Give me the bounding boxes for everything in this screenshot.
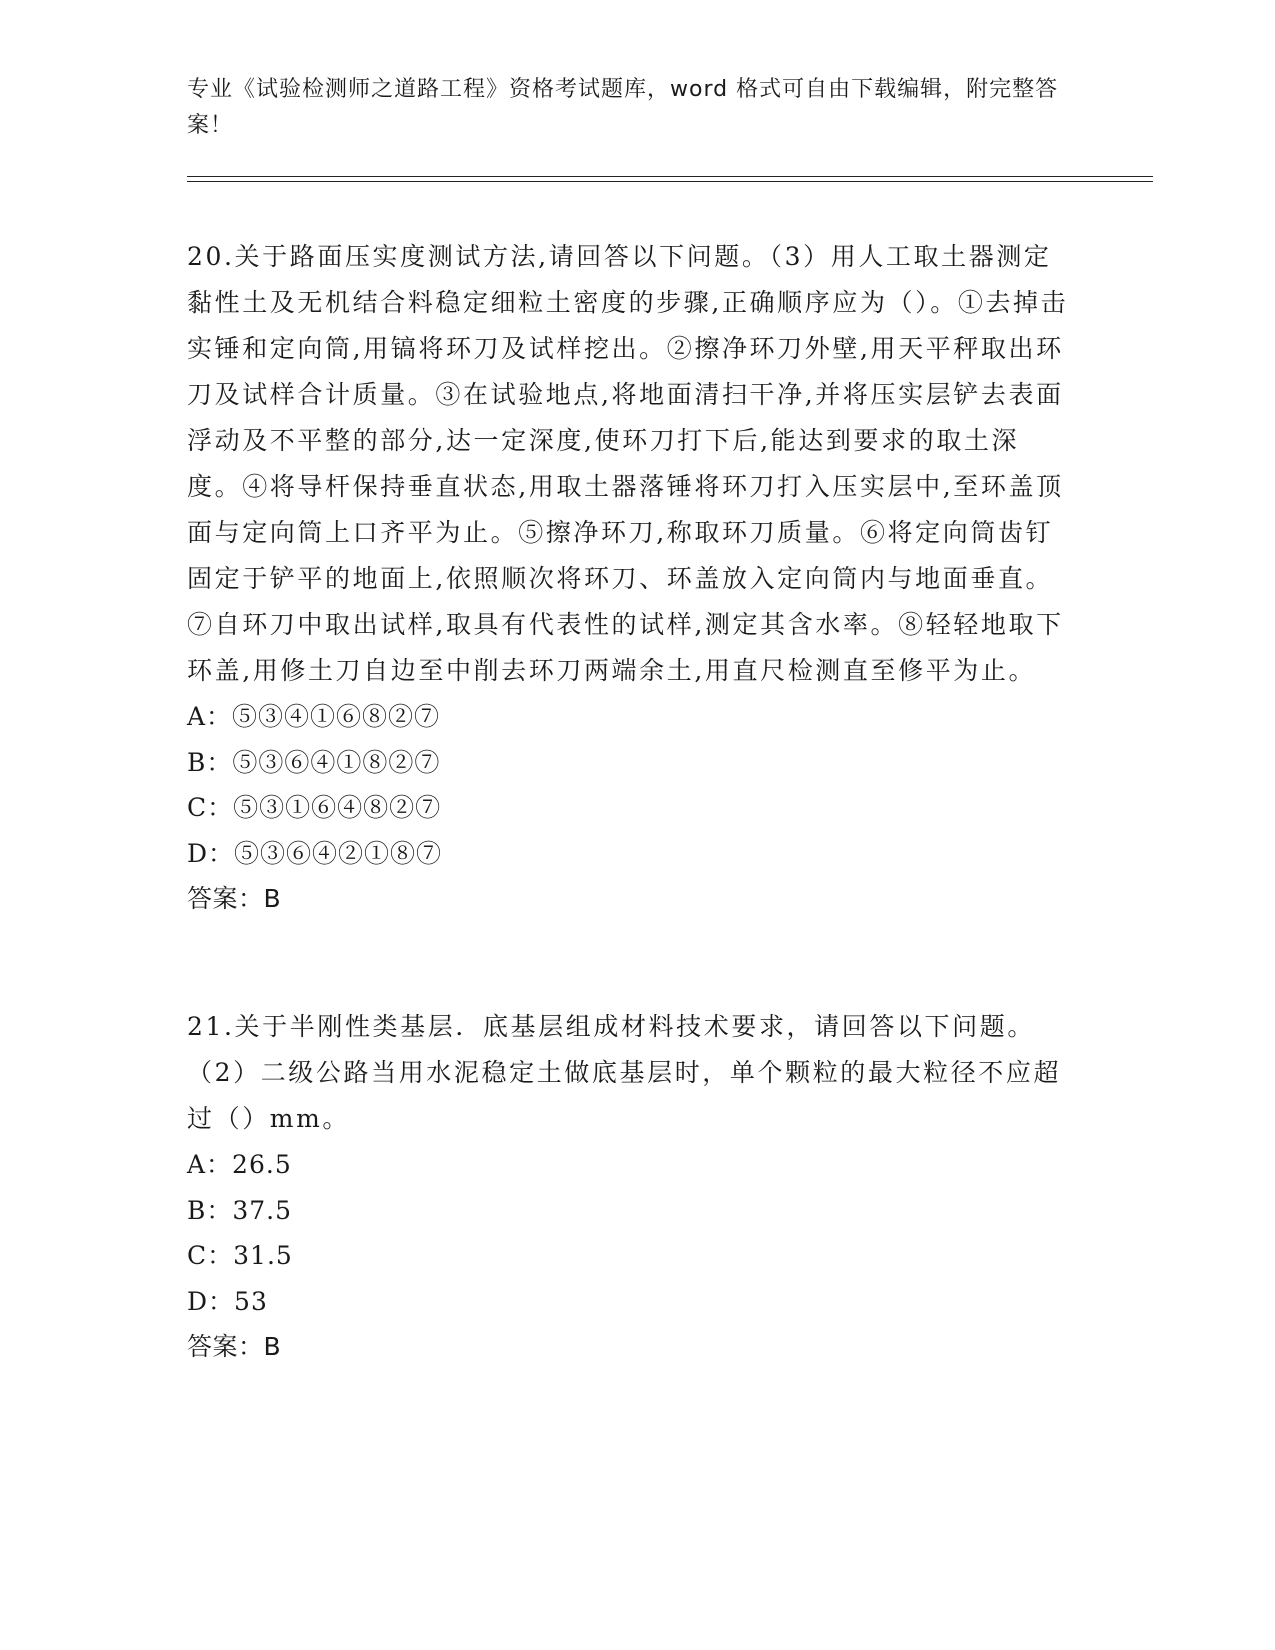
question-stem: 20.关于路面压实度测试方法,请回答以下问题。（3）用人工取土器测定黏性土及无机结合料稳定细粒土密度的步骤,正确顺序应为（）。①去掉击实锤和定向筒,用镐将环刀及试样挖出。②擦净环刀外壁,用天平秤取出环刀及试样合计质量。③在试验地点,将地面清扫干净,并将压实层铲去表面浮动及不平整的部分,达一定深度,使环刀打下后,能达到要求的取土深度。④将导杆保持垂直状态,用取土器落锤将环刀打入压实层中,至环盖顶面与定向筒上口齐平为止。⑤擦净环刀,称取环刀质量。⑥将定向筒齿钉固定于铲平的地面上,依照顺次将环刀、环盖放入定向筒内与地面垂直。⑦自环刀中取出试样,取具有代表性的试样,测定其含水率。⑧轻轻地取下环盖,用修土刀自边至中削去环刀两端余土,用直尺检测直至修平为止。 <box>187 242 1069 685</box>
option-d: D：⑤③⑥④②①⑧⑦ <box>187 838 443 868</box>
option-a: A：26.5 <box>187 1150 292 1179</box>
answer: 答案：B <box>187 1332 282 1361</box>
question-21 <box>187 1004 1072 1370</box>
question-stem: 21.关于半刚性类基层．底基层组成材料技术要求，请回答以下问题。（2）二级公路当用水泥稳定土做底基层时，单个颗粒的最大粒径不应超过（）mm。 <box>187 1012 1062 1133</box>
option-d: D：53 <box>187 1286 268 1316</box>
document-header: 专业《试验检测师之道路工程》资格考试题库，word 格式可自由下载编辑，附完整答案！ <box>187 77 1059 138</box>
option-b: B：⑤③⑥④①⑧②⑦ <box>187 747 441 777</box>
option-a: A：⑤③④①⑥⑧②⑦ <box>187 702 441 731</box>
header-divider-top <box>187 176 1153 177</box>
option-c: C：31.5 <box>187 1241 293 1270</box>
header-divider-bottom <box>187 181 1153 182</box>
answer: 答案：B <box>187 884 282 913</box>
option-c: C：⑤③①⑥④⑧②⑦ <box>187 793 442 822</box>
question-20 <box>187 234 1072 922</box>
option-b: B：37.5 <box>187 1195 293 1225</box>
